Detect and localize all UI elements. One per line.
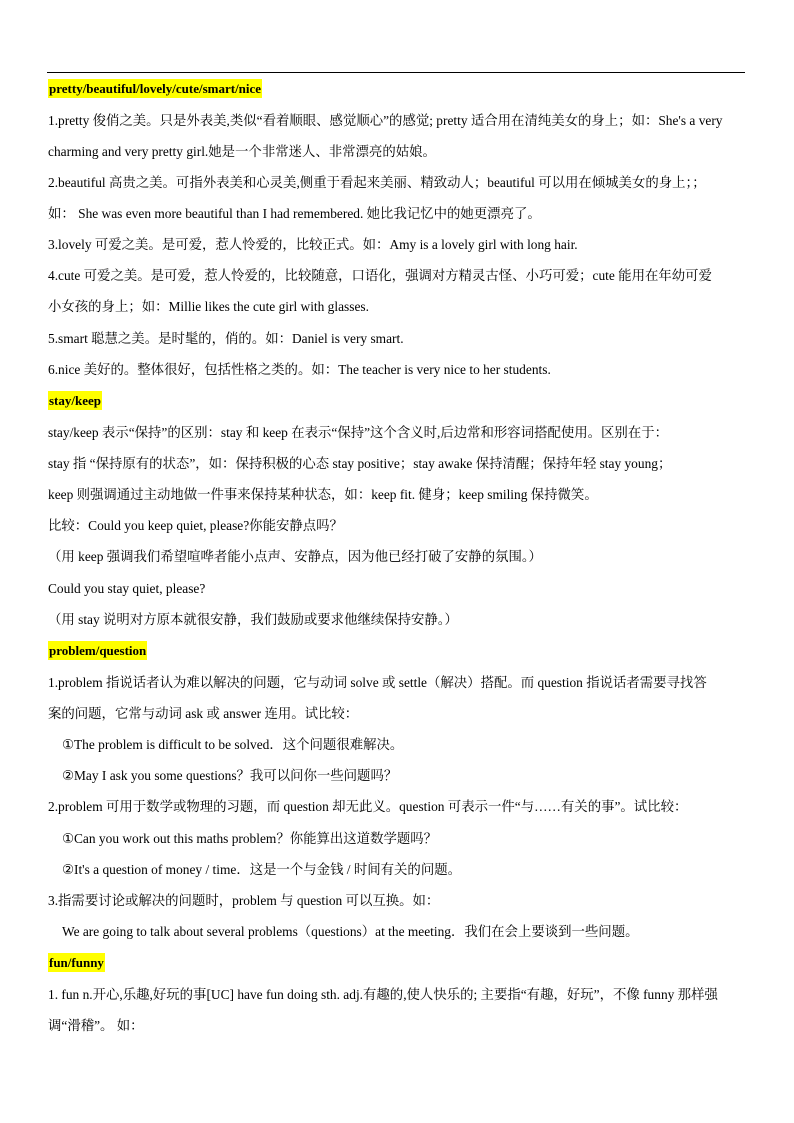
body-line: 3.lovely 可爱之美。是可爱，惹人怜爱的，比较正式。如：Amy is a lovely girl with long hair. (48, 237, 578, 252)
body-line: keep 则强调通过主动地做一件事来保持某种状态，如：keep fit. 健身；keep smiling 保持微笑。 (48, 487, 598, 502)
body-line: 如： She was even more beautiful than I had remembered. 她比我记忆中的她更漂亮了。 (48, 206, 541, 221)
body-line: charming and very pretty girl.她是一个非常迷人、非常漂亮的姑娘。 (48, 144, 436, 159)
body-line: 1.pretty 俊俏之美。只是外表美,类似“看着顺眼、感觉顺心”的感觉; pretty 适合用在清纯美女的身上；如：She's a very (48, 113, 723, 128)
section-heading (48, 80, 748, 98)
example-line: ①The problem is difficult to be solved．这个问题很难解决。 (62, 737, 404, 752)
body-line: 3.指需要讨论或解决的问题时，problem 与 question 可以互换。如： (48, 893, 440, 908)
body-line: 4.cute 可爱之美。是可爱，惹人怜爱的，比较随意，口语化，强调对方精灵古怪、小巧可爱；cute 能用在年幼可爱 (48, 268, 712, 283)
body-line: 调“滑稽”。 如： (48, 1018, 144, 1033)
example-line: We are going to talk about several problems（questions）at the meeting．我们在会上要谈到一些问题。 (62, 924, 639, 939)
example-line: ①Can you work out this maths problem？你能算出这道数学题吗？ (62, 831, 438, 846)
body-line: 5.smart 聪慧之美。是时髦的，俏的。如：Daniel is very smart. (48, 331, 404, 346)
body-line: 2.beautiful 高贵之美。可指外表美和心灵美,侧重于看起来美丽、精致动人；beautiful 可以用在倾城美女的身上；； (48, 175, 706, 190)
heading-highlight: stay/keep (49, 393, 101, 408)
body-line: Could you stay quiet, please? (48, 581, 206, 596)
heading-highlight: pretty/beautiful/lovely/cute/smart/nice (49, 81, 262, 96)
section-heading (48, 392, 748, 410)
body-line: stay/keep 表示“保持”的区别：stay 和 keep 在表示“保持”这个含义时,后边常和形容词搭配使用。区别在于： (48, 425, 668, 440)
section-heading (48, 642, 748, 660)
body-line: 小女孩的身上；如：Millie likes the cute girl with glasses. (48, 299, 369, 314)
example-line: ②May I ask you some questions？我可以问你一些问题吗？ (62, 768, 398, 783)
heading-highlight: fun/funny (49, 955, 104, 970)
header-rule (47, 72, 745, 73)
body-line: （用 stay 说明对方原本就很安静，我们鼓励或要求他继续保持安静。） (48, 612, 458, 627)
body-line: stay 指 “保持原有的状态”，如：保持积极的心态 stay positive；stay awake 保持清醒；保持年轻 stay young； (48, 456, 672, 471)
body-line: 1.problem 指说话者认为难以解决的问题，它与动词 solve 或 settle（解决）搭配。而 question 指说话者需要寻找答 (48, 675, 707, 690)
body-line: 1. fun n.开心,乐趣,好玩的事[UC] have fun doing sth. adj.有趣的,使人快乐的; 主要指“有趣，好玩”，不像 funny 那样强 (48, 987, 718, 1002)
section-heading (48, 954, 748, 972)
body-line: 案的问题，它常与动词 ask 或 answer 连用。试比较： (48, 706, 359, 721)
body-line: （用 keep 强调我们希望喧哗者能小点声、安静点，因为他已经打破了安静的氛围。） (48, 549, 542, 564)
heading-highlight: problem/question (49, 643, 147, 658)
example-line: ②It's a question of money / time．这是一个与金钱 / 时间有关的问题。 (62, 862, 461, 877)
body-line: 6.nice 美好的。整体很好，包括性格之类的。如：The teacher is very nice to her students. (48, 362, 551, 377)
body-line: 比较：Could you keep quiet, please?你能安静点吗？ (48, 518, 343, 533)
body-line: 2.problem 可用于数学或物理的习题，而 question 却无此义。question 可表示一件“与……有关的事”。试比较： (48, 799, 688, 814)
